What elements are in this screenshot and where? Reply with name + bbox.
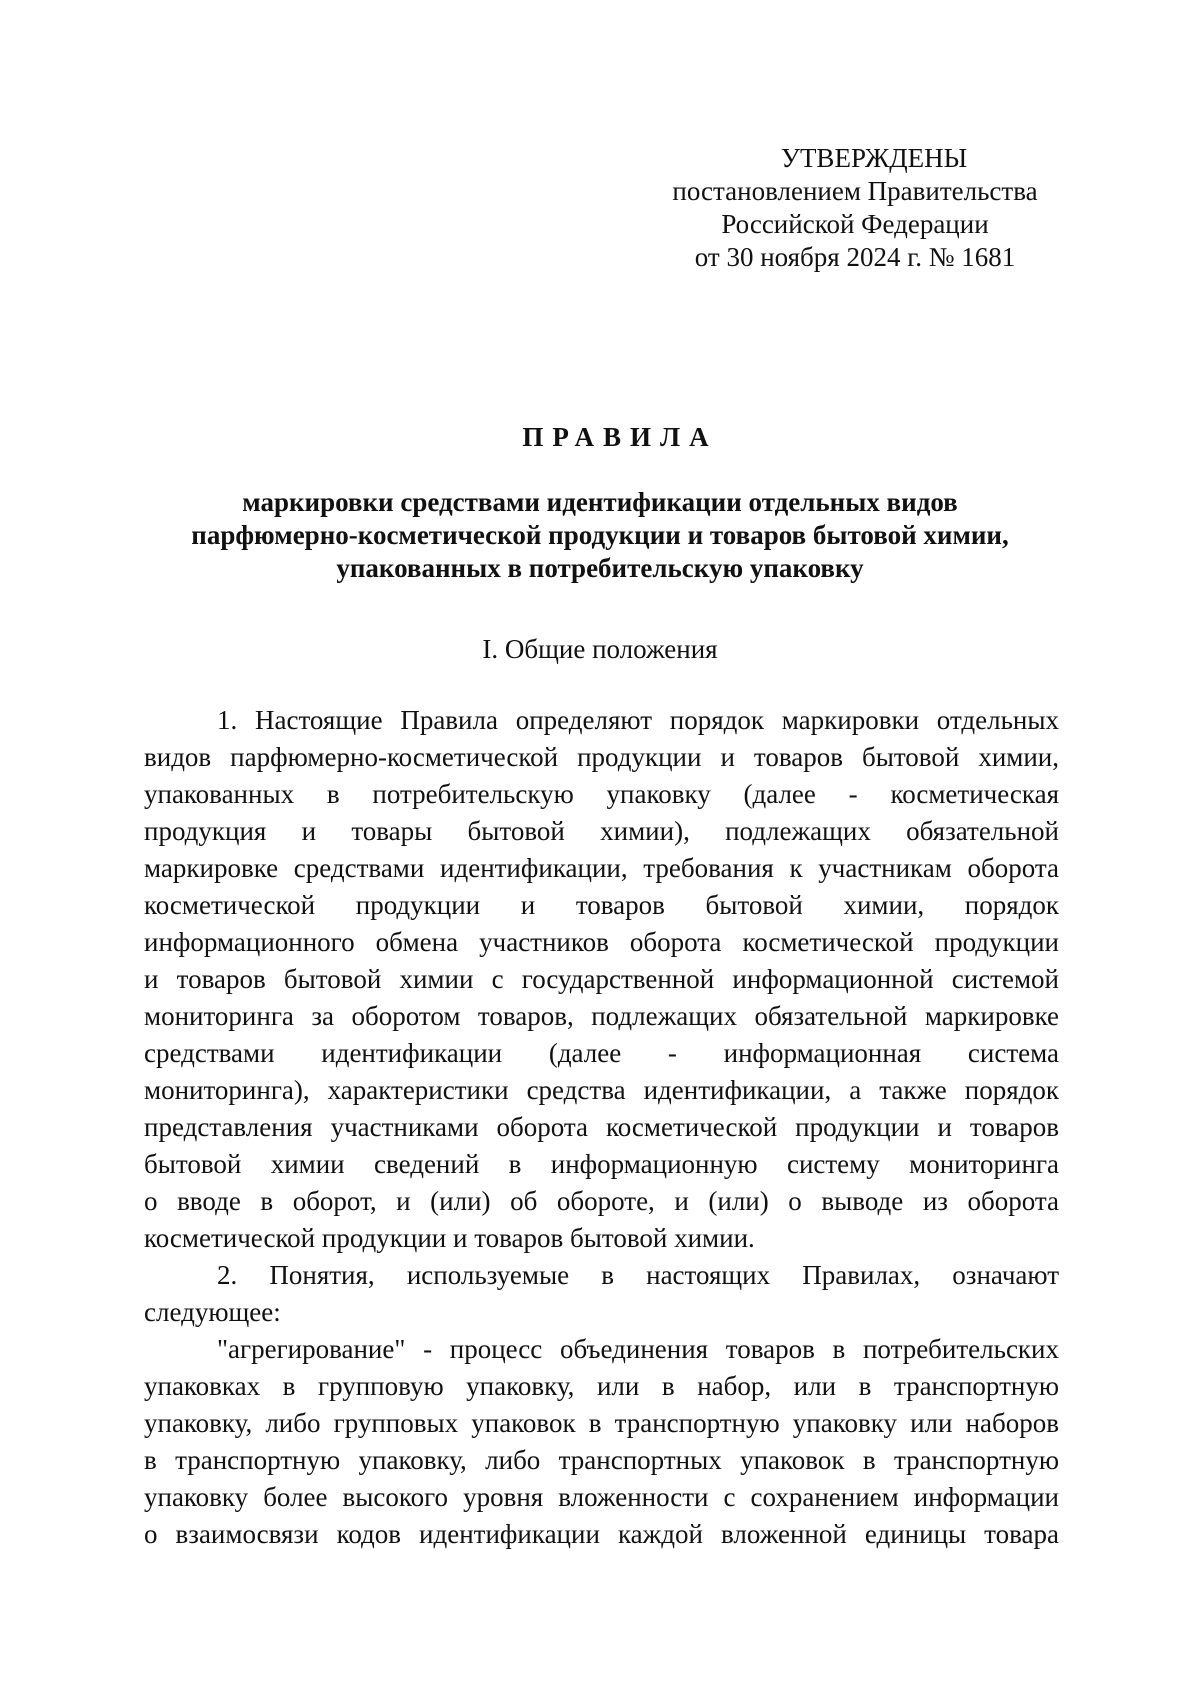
paragraph-line: мониторинга), характеристики средства идентификации, а также порядок: [144, 1075, 1059, 1105]
section-heading: I. Общие положения: [482, 634, 718, 664]
paragraph-line: "агрегирование" - процесс объединения товаров в потребительских: [217, 1334, 1059, 1364]
paragraph-line: упаковку, либо групповых упаковок в транспортную упаковку или наборов: [144, 1408, 1059, 1438]
subtitle-line: упакованных в потребительскую упаковку: [336, 553, 864, 583]
paragraph-line: маркировке средствами идентификации, требования к участникам оборота: [144, 853, 1059, 883]
paragraph-line: видов парфюмерно-косметической продукции и товаров бытовой химии,: [144, 742, 1059, 772]
title-block: [140, 420, 1060, 585]
paragraph-line: упаковках в групповую упаковку, или в набор, или в транспортную: [144, 1371, 1059, 1401]
approval-line: Российской Федерации: [721, 209, 989, 239]
paragraph-line: упакованных в потребительскую упаковку (далее - косметическая: [144, 779, 1059, 809]
paragraph-line: косметической продукции и товаров бытовой химии.: [144, 1223, 755, 1253]
paragraph-line: и товаров бытовой химии с государственной информационной системой: [144, 964, 1059, 994]
paragraph-line: продукция и товары бытовой химии), подлежащих обязательной: [144, 816, 1059, 846]
approval-date: от 30 ноября 2024 г. № 1681: [694, 242, 1016, 272]
paragraph-line: информационного обмена участников оборота косметической продукции: [144, 927, 1059, 957]
subtitle-line: парфюмерно-косметической продукции и товаров бытовой химии,: [191, 520, 1009, 550]
subtitle-line: маркировки средствами идентификации отдельных видов: [242, 487, 958, 517]
document-subtitle: [140, 486, 1060, 585]
paragraph-line: следующее:: [144, 1297, 281, 1327]
approval-approved: УТВЕРЖДЕНЫ: [780, 143, 968, 173]
paragraph-line: 2. Понятия, используемые в настоящих Правилах, означают: [217, 1260, 1059, 1290]
paragraph-line: косметической продукции и товаров бытовой химии, порядок: [144, 890, 1059, 920]
paragraph-line: мониторинга за оборотом товаров, подлежащих обязательной маркировке: [144, 1001, 1059, 1031]
paragraph-line: о взаимосвязи кодов идентификации каждой вложенной единицы товара: [144, 1519, 1059, 1549]
paragraph-line: средствами идентификации (далее - информационная система: [144, 1038, 1059, 1068]
paragraph-line: представления участниками оборота косметической продукции и товаров: [144, 1112, 1059, 1142]
paragraph-line: о вводе в оборот, и (или) об обороте, и (или) о выводе из оборота: [144, 1186, 1059, 1216]
body-text: [144, 702, 1059, 1553]
paragraph-line: в транспортную упаковку, либо транспортных упаковок в транспортную: [144, 1445, 1059, 1475]
paragraph-line: 1. Настоящие Правила определяют порядок маркировки отдельных: [217, 705, 1059, 735]
paragraph-line: бытовой химии сведений в информационную систему мониторинга: [144, 1149, 1059, 1179]
document-title: ПРАВИЛА: [522, 422, 718, 452]
paragraph-line: упаковку более высокого уровня вложенности с сохранением информации: [144, 1482, 1059, 1512]
approval-line: постановлением Правительства: [672, 176, 1038, 206]
approval-stamp: [655, 142, 1055, 274]
